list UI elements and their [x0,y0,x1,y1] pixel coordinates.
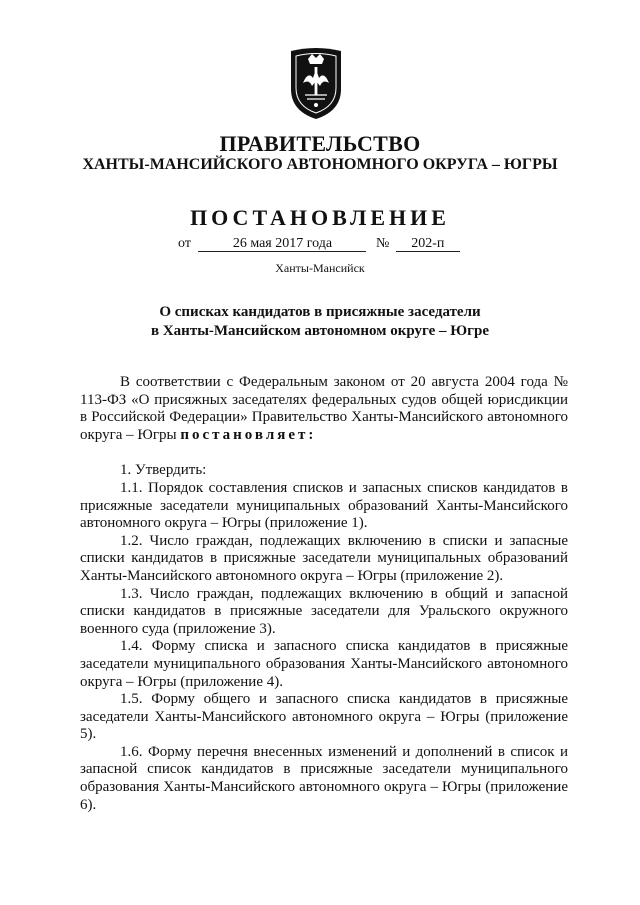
item-1-2: 1.2. Число граждан, подлежащих включению в списки и запасные списки кандидатов в присяжные заседатели муниципальных образований Ханты-Мансийского автономного округа – Югры (приложение 2). [80,532,568,584]
item-1-3: 1.3. Число граждан, подлежащих включению в общий и запасной списки кандидатов в присяжные заседатели для Уральского окружного военного суда (приложение 3). [80,585,568,637]
item-1-4: 1.4. Форму списка и запасного списка кандидатов в присяжные заседатели муниципального образования Ханты-Мансийского автономного округа – Югры (приложение 4). [80,638,568,690]
number-label: № [375,236,390,251]
date-number-line [178,236,460,252]
resolves-word: постановляет: [180,426,317,443]
item-1-6: 1.6. Форму перечня внесенных изменений и дополнений в список и запасной список кандидатов в присяжные заседатели муниципального образования Ханты-Мансийского автономного округа – Югры (приложение 6). [80,743,568,813]
item-1-1: 1.1. Порядок составления списков и запасных списков кандидатов в присяжные заседатели муниципальных образований Ханты-Мансийского автономного округа – Югры (приложение 1). [80,479,568,532]
preamble-paragraph [80,374,568,444]
decree-body [80,374,568,814]
document-type: ПОСТАНОВЛЕНИЕ [190,205,450,230]
subject-line-2: в Ханты-Мансийском автономном округе – Югре [151,323,489,339]
government-title: ПРАВИТЕЛЬСТВО [219,131,421,156]
subject-line-1: О списках кандидатов в присяжные заседатели [159,304,481,320]
item-1: 1. Утвердить: [120,462,207,479]
decree-number: 202-п [396,237,460,252]
decree-date: 26 мая 2017 года [198,237,366,252]
item-1-5: 1.5. Форму общего и запасного списка кандидатов в присяжные заседатели Ханты-Мансийского автономного округа – Югры (приложение 5). [80,691,568,743]
city-name: Ханты-Мансийск [275,261,365,275]
preamble-text: В соответствии с Федеральным законом от 20 августа 2004 года № 113-ФЗ «О присяжных заседателях федеральных судов общей юрисдикции в Российской Федерации» Правительство Ханты-Мансийского автономного округа – Югры [80,374,568,443]
coat-of-arms-emblem [287,45,345,121]
from-label: от [178,236,191,251]
decree-subject [0,303,640,341]
region-title: ХАНТЫ-МАНСИЙСКОГО АВТОНОМНОГО ОКРУГА – ЮГРЫ [82,156,558,173]
